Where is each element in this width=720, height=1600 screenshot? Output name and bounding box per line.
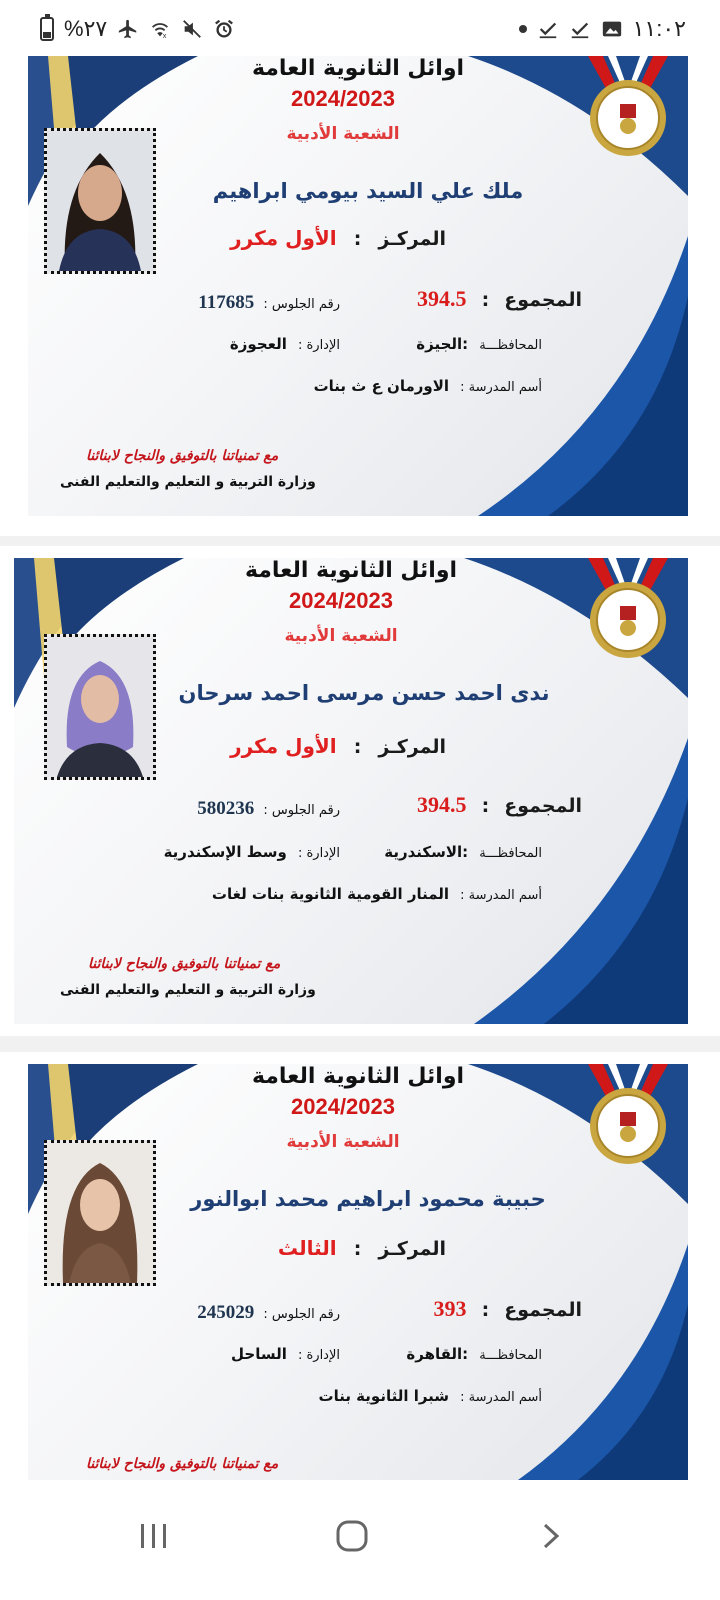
student-photo — [44, 1140, 156, 1286]
seat-number: 245029 — [197, 1302, 255, 1323]
total-row — [417, 792, 582, 818]
check-icon — [569, 18, 591, 40]
ministry-text: وزارة التربية و التعليم والتعليم الفنى — [60, 474, 316, 490]
admin-row — [230, 334, 340, 353]
rank-value: الأول مكرر — [230, 734, 337, 758]
seat-number: 580236 — [197, 798, 255, 819]
rank-row — [278, 1236, 446, 1260]
home-icon — [334, 1518, 370, 1554]
rank-row — [230, 226, 446, 250]
rank-value: الثالث — [277, 1236, 337, 1260]
battery-level: %٢٧ — [64, 16, 108, 41]
rank-value: الأول مكرر — [230, 226, 337, 250]
admin-value: الساحل — [231, 1345, 287, 1363]
total-value: 394.5 — [416, 792, 467, 817]
governorate-label: المحافظـــة — [479, 338, 542, 353]
recent-apps-button[interactable] — [124, 1506, 184, 1566]
card-branch: الشعبة الأدبية — [284, 626, 398, 646]
wishes-text: مع تمنياتنا بالتوفيق والنجاح لابنائنا — [88, 956, 281, 972]
card-title: اوائل الثانوية العامة — [244, 558, 458, 583]
check-icon — [537, 18, 559, 40]
rank-row — [230, 734, 446, 758]
governorate-value: :الاسكندرية — [384, 843, 469, 861]
student-name: ملك علي السيد بيومي ابراهيم — [212, 179, 524, 203]
navigation-bar — [0, 1480, 720, 1600]
status-bar-right — [519, 14, 686, 44]
admin-label: الإدارة : — [297, 846, 340, 861]
image-icon — [601, 18, 623, 40]
rank-separator: : — [353, 736, 362, 758]
school-label: أسم المدرسة : — [460, 380, 542, 395]
admin-row — [164, 842, 340, 861]
status-bar-left — [40, 14, 235, 44]
back-button[interactable] — [520, 1506, 580, 1566]
certificate-card[interactable] — [28, 56, 688, 516]
school-row — [212, 884, 542, 903]
school-label: أسم المدرسة : — [460, 888, 542, 903]
card-branch: الشعبة الأدبية — [286, 1132, 400, 1152]
total-separator: : — [481, 1299, 490, 1321]
total-row — [417, 286, 582, 312]
recent-apps-icon — [137, 1521, 171, 1551]
seat-row — [197, 1302, 340, 1324]
student-name: ندى احمد حسن مرسى احمد سرحان — [178, 681, 550, 705]
school-label: أسم المدرسة : — [460, 1390, 542, 1405]
certificate-card[interactable] — [14, 558, 688, 1024]
card-year: 2024/2023 — [291, 1094, 395, 1119]
card-year: 2024/2023 — [291, 86, 395, 111]
total-label: المجموع — [504, 795, 582, 817]
total-label: المجموع — [504, 289, 582, 311]
seat-label: رقم الجلوس : — [263, 297, 340, 312]
mute-icon — [181, 18, 203, 40]
ministry-medal-logo — [568, 558, 688, 668]
governorate-label: المحافظـــة — [479, 1348, 542, 1363]
seat-row — [198, 292, 340, 314]
total-row — [433, 1296, 582, 1322]
school-value: المنار القومية الثانوية بنات لغات — [211, 885, 450, 903]
clock: ١١:٠٢ — [632, 16, 686, 41]
battery-icon — [40, 17, 54, 41]
seat-label: رقم الجلوس : — [263, 1307, 340, 1322]
card-title: اوائل الثانوية العامة — [251, 56, 465, 81]
rank-label: المركـز — [378, 228, 446, 250]
school-value: شبرا الثانوية بنات — [318, 1387, 450, 1405]
rank-separator: : — [353, 228, 362, 250]
total-separator: : — [481, 289, 490, 311]
status-bar — [0, 0, 720, 56]
total-value: 394.5 — [416, 286, 467, 311]
school-value: الاورمان ع ث بنات — [313, 377, 450, 395]
svg-text:x: x — [162, 31, 167, 40]
admin-label: الإدارة : — [297, 1348, 340, 1363]
student-photo — [44, 634, 156, 780]
total-value: 393 — [433, 1296, 467, 1321]
post-card-2[interactable] — [0, 546, 720, 1036]
governorate-label: المحافظـــة — [479, 846, 542, 861]
back-icon — [535, 1521, 565, 1551]
governorate-row — [384, 842, 542, 861]
school-row — [314, 376, 542, 395]
seat-label: رقم الجلوس : — [263, 803, 340, 818]
governorate-row — [406, 1344, 542, 1363]
alarm-icon — [213, 18, 235, 40]
card-title: اوائل الثانوية العامة — [251, 1064, 465, 1089]
certificate-card[interactable] — [28, 1064, 688, 1480]
student-photo — [44, 128, 156, 274]
seat-row — [197, 798, 340, 820]
ministry-text: وزارة التربية و التعليم والتعليم الفنى — [60, 982, 316, 998]
governorate-value: :القاهرة — [406, 1345, 469, 1363]
wishes-text: مع تمنياتنا بالتوفيق والنجاح لابنائنا — [86, 1456, 279, 1472]
post-card-1[interactable] — [0, 56, 720, 536]
home-button[interactable] — [322, 1506, 382, 1566]
seat-number: 117685 — [198, 292, 255, 313]
post-card-3[interactable] — [0, 1052, 720, 1480]
admin-value: وسط الإسكندرية — [163, 843, 287, 861]
ministry-medal-logo — [568, 56, 688, 166]
card-branch: الشعبة الأدبية — [286, 124, 400, 144]
wishes-text: مع تمنياتنا بالتوفيق والنجاح لابنائنا — [86, 448, 279, 464]
governorate-value: :الجيزة — [416, 335, 469, 353]
image-feed[interactable] — [0, 56, 720, 1480]
admin-row — [231, 1344, 340, 1363]
ministry-medal-logo — [568, 1064, 688, 1174]
rank-label: المركـز — [378, 1238, 446, 1260]
airplane-mode-icon — [117, 18, 139, 40]
admin-label: الإدارة : — [297, 338, 340, 353]
school-row — [319, 1386, 543, 1405]
admin-value: العجوزة — [229, 335, 287, 353]
governorate-row — [416, 334, 542, 353]
wifi-icon — [149, 18, 171, 40]
total-separator: : — [481, 795, 490, 817]
rank-label: المركـز — [378, 736, 446, 758]
student-name: حبيبة محمود ابراهيم محمد ابوالنور — [190, 1187, 546, 1211]
notification-dot-icon — [519, 25, 527, 33]
rank-separator: : — [353, 1238, 362, 1260]
card-year: 2024/2023 — [289, 588, 393, 613]
total-label: المجموع — [504, 1299, 582, 1321]
